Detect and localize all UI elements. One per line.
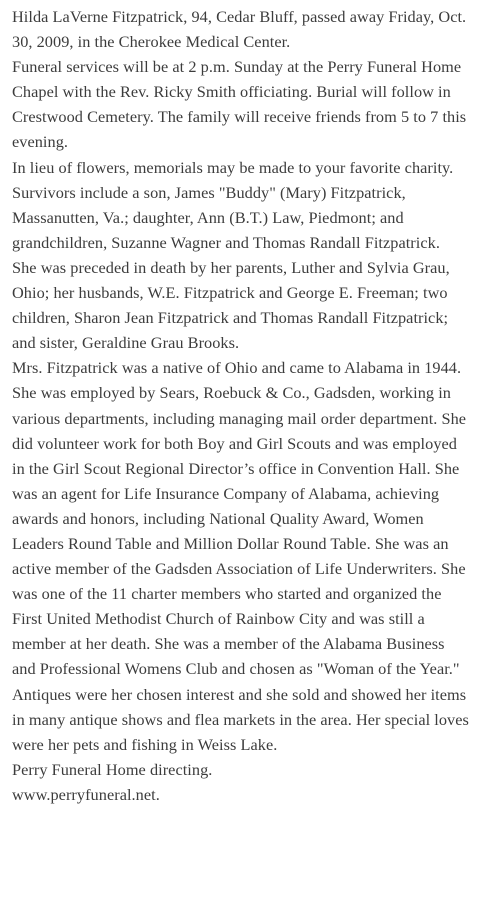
funeral-home-directing-paragraph: Perry Funeral Home directing. <box>12 759 213 779</box>
funeral-services-paragraph: Funeral services will be at 2 p.m. Sunday at the Perry Funeral Home Chapel with the Rev. Ricky Smith officiating. Burial will follow in Crestwood Cemetery. The family will receive friends from 5 to 7 this evening. <box>12 57 467 152</box>
memorials-paragraph: In lieu of flowers, memorials may be made to your favorite charity. <box>12 157 454 177</box>
obituary-intro-paragraph: Hilda LaVerne Fitzpatrick, 94, Cedar Bluff, passed away Friday, Oct. 30, 2009, in the Cherokee Medical Center. <box>12 7 467 52</box>
biography-paragraph: Mrs. Fitzpatrick was a native of Ohio and came to Alabama in 1944. She was employed by Sears, Roebuck & Co., Gadsden, working in various departments, including managing mail order department. She did volunteer work for both Boy and Girl Scouts and was employed in the Girl Scout Regional Director’s office in Convention Hall. She was an agent for Life Insurance Company of Alabama, achieving awards and honors, including National Quality Award, Women Leaders Round Table and Million Dollar Round Table. She was an active member of the Gadsden Association of Life Underwriters. She was one of the 11 charter members who started and organized the First United Methodist Church of Rainbow City and was still a member at her death. She was a member of the Alabama Business and Professional Womens Club and chosen as "Woman of the Year." Antiques were her chosen interest and she sold and showed her items in many antique shows and flea markets in the area. Her special loves were her pets and fishing in Weiss Lake. <box>12 358 469 754</box>
survivors-paragraph: Survivors include a son, James "Buddy" (Mary) Fitzpatrick, Massanutten, Va.; daughter, Ann (B.T.) Law, Piedmont; and grandchildren, Suzanne Wagner and Thomas Randall Fitzpatrick. <box>12 182 440 252</box>
funeral-home-website-text: www.perryfuneral.net. <box>12 784 160 804</box>
preceded-in-death-paragraph: She was preceded in death by her parents, Luther and Sylvia Grau, Ohio; her husbands, W.E. Fitzpatrick and George E. Freeman; two children, Sharon Jean Fitzpatrick and Thomas Randall Fitzpatrick; and sister, Geraldine Grau Brooks. <box>12 257 450 353</box>
